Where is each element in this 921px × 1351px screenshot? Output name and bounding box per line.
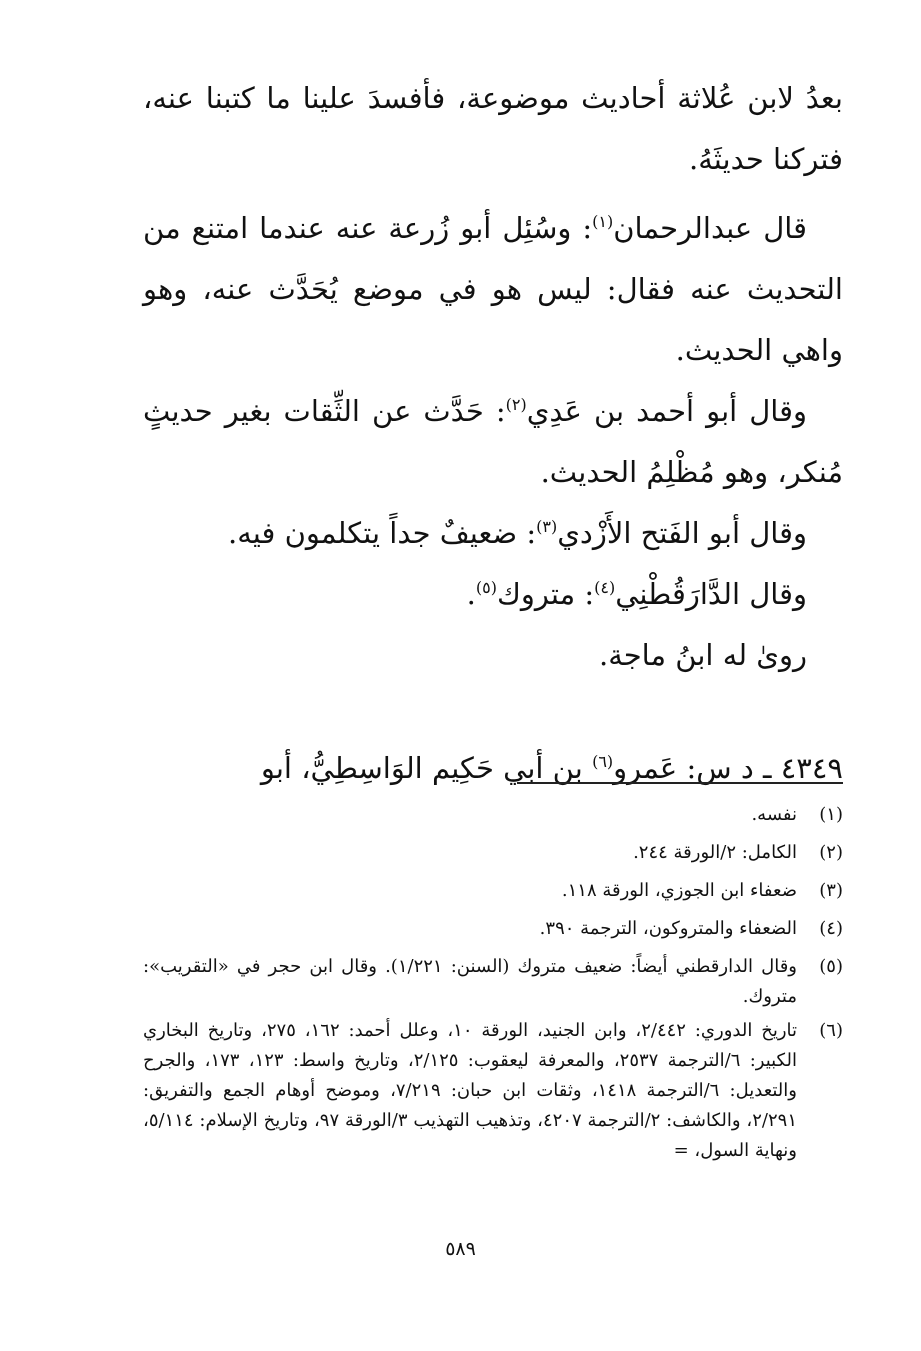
paragraph-4: وقال أبو الفَتح الأَزْدي$^{(٣)}$: ضعيفٌ جداً يتكلمون فيه. — [228, 516, 807, 550]
footnote-4: (٤) الضعفاء والمتروكون، الترجمة ٣٩٠. — [539, 918, 843, 939]
footnote-1: (١) نفسه. — [751, 804, 843, 825]
footnote-separator — [517, 782, 843, 784]
footnote-ref-2: (٢) — [505, 395, 527, 414]
footnote-ref-1: (١) — [592, 212, 614, 231]
paragraph-3: وقال أبو أحمد بن عَدِي$^{(٢)}$: حَدَّث عن الثِّقات بغير حديثٍ مُنكر، وهو مُظْلِمُ الحديث. — [143, 394, 843, 489]
paragraph-5: وقال الدَّارَقُطْنِي$^{(٤)}$: متروك$^{(٥)}$. — [466, 577, 807, 611]
paragraph-6: روىٰ له ابنُ ماجة. — [598, 638, 807, 672]
footnote-ref-6: (٦) — [592, 752, 614, 771]
footnote-3: (٣) ضعفاء ابن الجوزي، الورقة ١١٨. — [561, 880, 843, 901]
footnotes — [143, 800, 843, 1170]
footnote-5: (٥) وقال الدارقطني أيضاً: ضعيف متروك (السنن: ١/٢٢١). وقال ابن حجر في «التقريب»: متروك. — [143, 956, 843, 1007]
biography-entry-heading: ٤٣٤٩ ـ د س: عَمرو$^{(٦)}$ بن أبي حَكِيم الوَاسِطِيُّ، أبو — [260, 751, 843, 785]
main-text — [143, 68, 843, 799]
footnote-ref-5: (٥) — [475, 578, 497, 597]
footnote-2: (٢) الكامل: ٢/الورقة ٢٤٤. — [633, 842, 843, 863]
page-number: ٥٨٩ — [445, 1238, 476, 1260]
footnote-ref-4: (٤) — [594, 578, 616, 597]
paragraph-2: قال عبدالرحمان$^{(١)}$: وسُئِل أبو زُرعة عنه عندما امتنع من التحديث عنه فقال: ليس هو في موضع يُحَدَّث عنه، وهو واهي الحديث. — [143, 211, 843, 367]
footnote-6: (٦) تاريخ الدوري: ٢/٤٤٢، وابن الجنيد، الورقة ١٠، وعلل أحمد: ١٦٢، ٢٧٥، وتاريخ البخاري الكبير: ٦/الترجمة ٢٥٣٧، والمعرفة ليعقوب: ٢/١٢٥، وتاريخ واسط: ١٢٣، ١٧٣، والجرح والتعديل: ٦/الترجمة ١٤١٨، وثقات ابن حبان: ٧/٢١٩، وموضح أوهام الجمع والتفريق: ٢/٢٩١، والكاشف: ٢/الترجمة ٤٢٠٧، وتذهيب التهذيب ٣/الورقة ٩٧، وتاريخ الإسلام: ٥/١١٤، ونهاية السول، = — [143, 1020, 843, 1161]
footnote-ref-3: (٣) — [536, 517, 558, 536]
paragraph-1: بعدُ لابن عُلاثة أحاديث موضوعة، فأفسدَ علينا ما كتبنا عنه، فتركنا حديثَهُ. — [143, 81, 843, 176]
